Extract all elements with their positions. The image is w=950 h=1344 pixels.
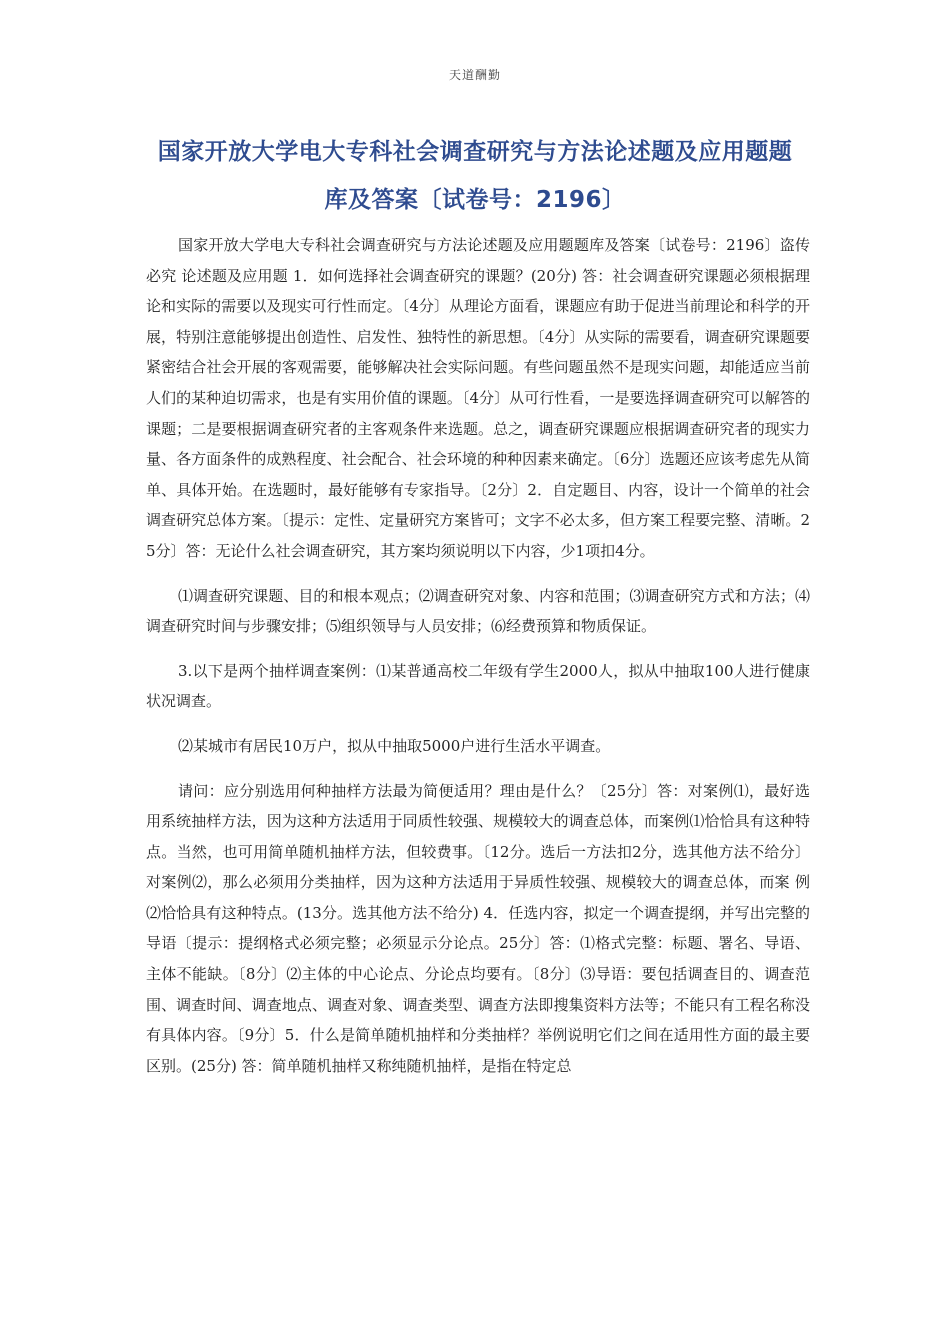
paragraph-case-2: ⑵某城市有居民10万户，拟从中抽取5000户进行生活水平调查。 [178,736,611,755]
paragraph-plan-items: ⑴调查研究课题、目的和根本观点；⑵调查研究对象、内容和范围；⑶调查研究方式和方法；⑷调查研究时间与步骤安排；⑸组织领导与人员安排；⑹经费预算和物质保证。 [146,586,810,636]
document-title-line-1: 国家开放大学电大专科社会调查研究与方法论述题及应用题题 [157,139,793,165]
document-body [146,230,810,1095]
paragraph-intro: 国家开放大学电大专科社会调查研究与方法论述题及应用题题库及答案〔试卷号：2196〕盗传必究 论述题及应用题 1．如何选择社会调查研究的课题？(20分) 答：社会调查研究课题必须根据理论和实际的需要以及现实可行性而定。〔4分〕从理论方面看，课题应有助于促进当前理论和科学的开展，特别注意能够提出创造性、启发性、独特性的新思想。〔4分〕从实际的需要看，调查研究课题要紧密结合社会开展的客观需要，能够解决社会实际问题。有些问题虽然不是现实问题，却能适应当前人们的某种迫切需求，也是有实用价值的课题。〔4分〕从可行性看，一是要选择调查研究可以解答的课题；二是要根据调查研究者的主客观条件来选题。总之，调查研究课题应根据调查研究者的现实力量、各方面条件的成熟程度、社会配合、社会环境的种种因素来确定。〔6分〕选题还应该考虑先从简单、具体开始。在选题时，最好能够有专家指导。〔2分〕2．自定题目、内容，设计一个简单的社会调查研究总体方案。〔提示：定性、定量研究方案皆可；文字不必太多，但方案工程要完整、清晰。25分〕答：无论什么社会调查研究，其方案均须说明以下内容，少1项扣4分。 [146,236,810,560]
paragraph-answer: 请问：应分别选用何种抽样方法最为简便适用？理由是什么？〔25分〕答：对案例⑴，最好选用系统抽样方法，因为这种方法适用于同质性较强、规模较大的调查总体，而案例⑴恰恰具有这种特点。当然，也可用简单随机抽样方法，但较费事。〔12分。选后一方法扣2分，选其他方法不给分〕对案例⑵，那么必须用分类抽样，因为这种方法适用于异质性较强、规模较大的调查总体，而案 例⑵恰恰具有这种特点。(13分。选其他方法不给分) 4．任选内容，拟定一个调查提纲，并写出完整的导语〔提示：提纲格式必须完整；必须显示分论点。25分〕答：⑴格式完整：标题、署名、导语、主体不能缺。〔8分〕⑵主体的中心论点、分论点均要有。〔8分〕⑶导语：要包括调查目的、调查范围、调查时间、调查地点、调查对象、调查类型、调查方法即搜集资料方法等；不能只有工程名称没有具体内容。〔9分〕5．什么是简单随机抽样和分类抽样？举例说明它们之间在适用性方面的最主要区别。(25分) 答：简单随机抽样又称纯随机抽样，是指在特定总 [146,781,810,1075]
document-title [130,128,820,224]
paragraph-case-1: 3.以下是两个抽样调查案例：⑴某普通高校二年级有学生2000人，拟从中抽取100人进行健康状况调查。 [146,661,810,711]
page-header: 天道酬勤 [448,68,501,82]
document-title-line-2: 库及答案〔试卷号：2196〕 [324,187,626,213]
